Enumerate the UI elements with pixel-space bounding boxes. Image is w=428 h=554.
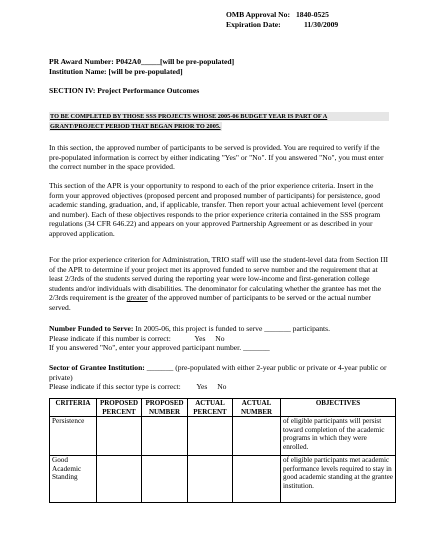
funded-no-option[interactable]: No: [215, 333, 225, 343]
header-actual-number: ACTUAL NUMBER: [233, 399, 281, 417]
funded-if-no: If you answered "No", enter your approved participant number. _______: [49, 343, 270, 353]
omb-approval-label: OMB Approval No:: [226, 10, 290, 19]
header-criteria: CRITERIA: [50, 399, 97, 417]
objective-cell: of eligible participants will persist toward completion of the academic programs in which they were enrolled.: [281, 417, 396, 456]
sector-section: [49, 363, 389, 392]
proposed-percent-cell[interactable]: [97, 417, 142, 456]
section-title: SECTION IV: Project Performance Outcomes: [49, 86, 200, 95]
omb-approval-value: 1840-0525: [296, 10, 329, 19]
award-info: [49, 57, 389, 76]
funded-confirm: Please indicate if this number is correct:: [49, 333, 171, 343]
criteria-paragraph: This section of the APR is your opportunity to respond to each of the prior experience criteria. Insert in the form your approved objectives (proposed percent and proposed number of participants) for persistence, good academic standing, graduation, and, if applicable, transfer. Then report your actual achievement level (percent and number). Each of these objectives responds to the prior experience criteria contained in the SSS program regulations (34 CFR 646.22) and appears on your approved Partnership Agreement or as described in your approved application.: [49, 181, 384, 238]
sector-text: _______ (pre-populated with either 2-year public or private or 4-year public or private): [49, 363, 387, 382]
sector-label: Sector of Grantee Institution:: [49, 363, 145, 372]
actual-number-cell[interactable]: [233, 456, 281, 503]
administration-text-a: For the prior experience criterion for Administration, TRIO staff will use the student-level data from Section III of the APR to determine if your project met its approved funded to serve number and the requirement that at least 2/3rds of the students served during the reporting year were low-income and first-generation college students and/or individuals with disabilities. The denominator for calculating whether the grantee has met the 2/3rds requirement is the: [49, 255, 389, 303]
header-proposed-percent: PROPOSED PERCENT: [97, 399, 142, 417]
actual-number-cell[interactable]: [233, 417, 281, 456]
expiration-label: Expiration Date:: [226, 20, 281, 29]
notice-bar: [49, 112, 389, 131]
table-row: [50, 456, 396, 503]
award-number: PR Award Number: P042A0_____[will be pre-populated]: [49, 57, 235, 66]
header-proposed-number: PROPOSED NUMBER: [142, 399, 188, 417]
proposed-number-cell[interactable]: [142, 417, 188, 456]
criteria-cell: Good Academic Standing: [50, 456, 97, 503]
proposed-percent-cell[interactable]: [97, 456, 142, 503]
funded-yes-option[interactable]: Yes: [194, 333, 206, 343]
notice-line-1: TO BE COMPLETED BY THOSE SSS PROJECTS WHOSE 2005-06 BUDGET YEAR IS PART OF A: [49, 112, 389, 121]
criteria-cell: Persistence: [50, 417, 97, 456]
funded-label: Number Funded to Serve:: [49, 324, 134, 333]
table-header-row: [50, 399, 396, 417]
funded-text: In 2005-06, this project is funded to serve _______ participants.: [133, 324, 331, 333]
administration-text-b: of the approved number of participants to be served or the actual number served.: [49, 293, 371, 312]
sector-no-option[interactable]: No: [217, 382, 227, 392]
table-row: [50, 417, 396, 456]
administration-paragraph: [49, 255, 389, 313]
omb-block: [226, 10, 338, 30]
funded-section: [49, 324, 389, 353]
actual-percent-cell[interactable]: [188, 417, 233, 456]
greater-word: greater: [126, 293, 148, 303]
header-objectives: OBJECTIVES: [281, 399, 396, 417]
criteria-table: [49, 398, 396, 503]
intro-paragraph: In this section, the approved number of participants to be served is provided. You are required to verify if the pre-populated information is correct by either indicating "Yes" or "No". If you answered "No", you must enter the correct number in the space provided.: [49, 143, 384, 172]
expiration-value: 11/30/2009: [304, 20, 339, 29]
proposed-number-cell[interactable]: [142, 456, 188, 503]
header-actual-percent: ACTUAL PERCENT: [188, 399, 233, 417]
objective-cell: of eligible participants met academic performance levels required to stay in good academic standing at the grantee institution.: [281, 456, 396, 503]
actual-percent-cell[interactable]: [188, 456, 233, 503]
sector-yes-option[interactable]: Yes: [196, 382, 208, 392]
sector-confirm: Please indicate if this sector type is correct:: [49, 382, 181, 392]
institution-name: Institution Name: [will be pre-populated]: [49, 66, 183, 76]
notice-line-2: GRANT/PROJECT PERIOD THAT BEGAN PRIOR TO 2005.: [50, 123, 221, 130]
